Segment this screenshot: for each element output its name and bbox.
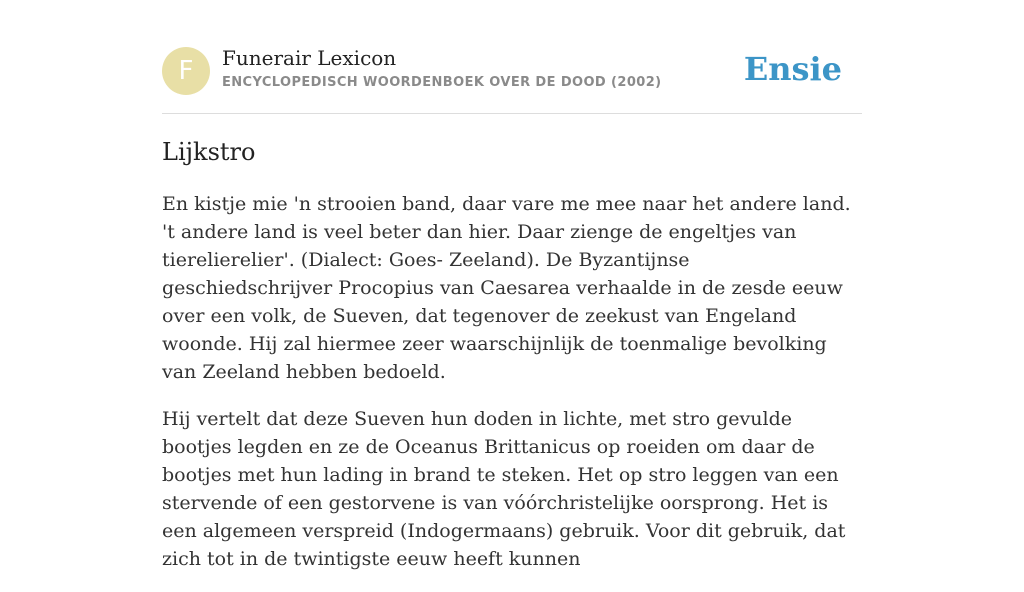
- article-body: [162, 190, 862, 592]
- page-title: Lijkstro: [162, 138, 256, 166]
- source-header: [162, 0, 862, 114]
- article-paragraph: Hij vertelt dat deze Sueven hun doden in lichte, met stro gevulde bootjes legden en ze de Oceanus Brittanicus op roeiden om daar de bootjes met hun lading in brand te steken. Het op stro leggen van een stervende of een gestorvene is van vóórchristelijke oorsprong. Het is een algemeen verspreid (Indogermaans) gebruik. Voor dit gebruik, dat zich tot in de twintigste eeuw heeft kunnen: [162, 408, 846, 570]
- source-title-link[interactable]: Funerair Lexicon: [222, 46, 397, 70]
- source-subtitle: ENCYCLOPEDISCH WOORDENBOEK OVER DE DOOD (2002): [222, 75, 662, 90]
- article-paragraph: En kistje mie 'n strooien band, daar vare me mee naar het andere land. 't andere land is veel beter dan hier. Daar zienge de engeltjes van tierelierelier'. (Dialect: Goes- Zeeland). De Byzantijnse geschiedschrijver Procopius van Caesarea verhaalde in de zesde eeuw over een volk, de Sueven, dat tegenover de zeekust van Engeland woonde. Hij zal hiermee zeer waarschijnlijk de toenmalige bevolking van Zeeland hebben bedoeld.: [162, 193, 851, 383]
- page-container: [162, 0, 862, 570]
- ensie-logo[interactable]: Ensie: [743, 50, 842, 88]
- source-avatar[interactable]: F: [162, 47, 210, 95]
